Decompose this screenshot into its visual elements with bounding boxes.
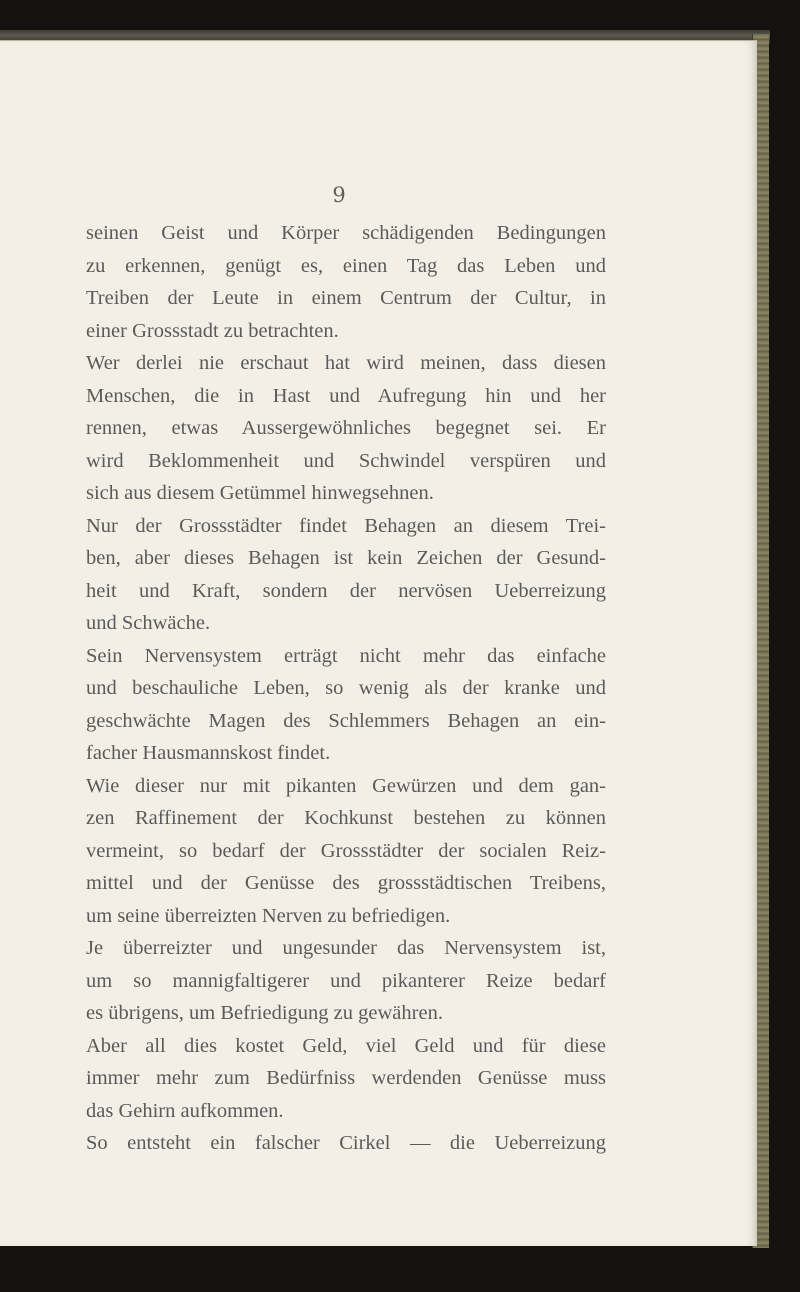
text-line: es übrigens, um Befriedigung zu gewähren. <box>86 1002 443 1024</box>
text-line: heit und Kraft, sondern der nervösen Ueberreizung <box>86 579 606 602</box>
text-line: geschwächte Magen des Schlemmers Behagen an ein- <box>86 709 606 732</box>
text-line: Nur der Grossstädter findet Behagen an diesem Trei- <box>86 514 606 537</box>
text-line: facher Hausmannskost findet. <box>86 742 331 764</box>
text-line: Aber all dies kostet Geld, viel Geld und für diese <box>86 1034 606 1057</box>
text-line: Wer derlei nie erschaut hat wird meinen, dass diesen <box>86 352 606 374</box>
text-line: Sein Nervensystem erträgt nicht mehr das einfache <box>86 644 606 667</box>
text-line: zu erkennen, genügt es, einen Tag das Leben und <box>86 254 606 277</box>
text-line: zen Raffinement der Kochkunst bestehen zu können <box>86 807 606 829</box>
text-line: Wie dieser nur mit pikanten Gewürzen und dem gan- <box>86 774 606 797</box>
text-line: Treiben der Leute in einem Centrum der Cultur, in <box>86 287 606 309</box>
body-text <box>86 217 606 1160</box>
text-line: und Schwäche. <box>86 612 211 634</box>
book-page <box>0 40 757 1246</box>
text-line: wird Beklommenheit und Schwindel verspüren und <box>86 449 606 472</box>
text-line: um so mannigfaltigerer und pikanterer Reize bedarf <box>86 969 606 992</box>
text-line: sich aus diesem Getümmel hinwegsehnen. <box>86 482 434 504</box>
text-line: mittel und der Genüsse des grossstädtischen Treibens, <box>86 872 606 894</box>
text-line: das Gehirn aufkommen. <box>86 1099 284 1122</box>
text-line: So entsteht ein falscher Cirkel — die Ueberreizung <box>86 1132 606 1154</box>
text-line: Je überreizter und ungesunder das Nervensystem ist, <box>86 937 606 959</box>
text-line: rennen, etwas Aussergewöhnliches begegnet sei. Er <box>86 417 606 439</box>
text-line: immer mehr zum Bedürfniss werdenden Genüsse muss <box>86 1067 606 1089</box>
page-number: 9 <box>332 183 346 207</box>
text-line: und beschauliche Leben, so wenig als der kranke und <box>86 677 606 699</box>
text-line: Menschen, die in Hast und Aufregung hin und her <box>86 384 606 407</box>
text-line: seinen Geist und Körper schädigenden Bedingungen <box>86 222 606 244</box>
text-line: ben, aber dieses Behagen ist kein Zeichen der Gesund- <box>86 547 606 569</box>
text-line: um seine überreizten Nerven zu befriedigen. <box>86 904 451 927</box>
text-line: einer Grossstadt zu betrachten. <box>86 319 339 342</box>
text-line: vermeint, so bedarf der Grossstädter der socialen Reiz- <box>86 839 606 862</box>
